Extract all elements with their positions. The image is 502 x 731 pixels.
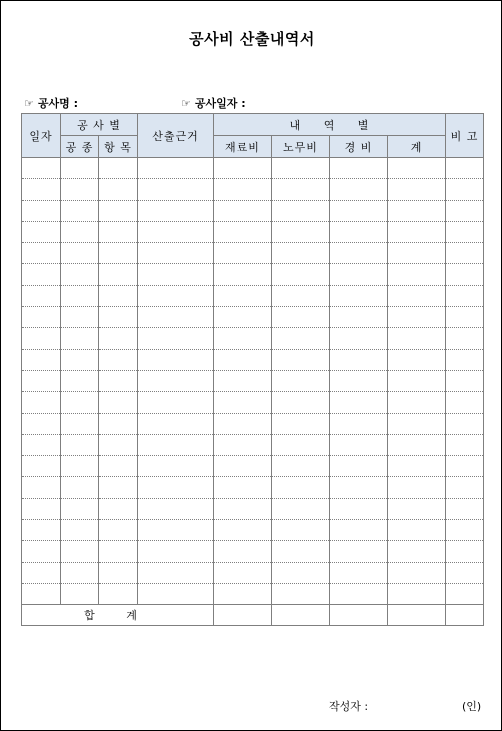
header-labor: 노무비 xyxy=(272,136,330,158)
table-row xyxy=(22,285,484,306)
labor-cell[interactable] xyxy=(272,498,330,519)
item-cell[interactable] xyxy=(99,370,138,391)
table-body xyxy=(22,158,484,605)
expense-cell[interactable] xyxy=(330,158,388,179)
date-cell[interactable] xyxy=(22,370,61,391)
work-type-cell[interactable] xyxy=(61,456,99,477)
labor-cell[interactable] xyxy=(272,413,330,434)
expense-cell[interactable] xyxy=(330,243,388,264)
date-cell[interactable] xyxy=(22,349,61,370)
remarks-cell[interactable] xyxy=(446,477,484,498)
table-row xyxy=(22,200,484,221)
remarks-cell[interactable] xyxy=(446,541,484,562)
project-name-label: 공사명 : xyxy=(37,97,78,110)
total-cell[interactable] xyxy=(388,520,446,541)
date-cell[interactable] xyxy=(22,285,61,306)
remarks-cell[interactable] xyxy=(446,370,484,391)
date-cell[interactable] xyxy=(22,158,61,179)
material-cell[interactable] xyxy=(214,413,272,434)
item-cell[interactable] xyxy=(99,498,138,519)
project-name-field xyxy=(24,95,78,111)
expense-cell[interactable] xyxy=(330,541,388,562)
work-type-cell[interactable] xyxy=(61,179,99,200)
material-cell[interactable] xyxy=(214,370,272,391)
basis-cell[interactable] xyxy=(138,179,214,200)
material-cell[interactable] xyxy=(214,328,272,349)
table-row xyxy=(22,392,484,413)
total-cell[interactable] xyxy=(388,307,446,328)
date-cell[interactable] xyxy=(22,264,61,285)
work-type-cell[interactable] xyxy=(61,498,99,519)
basis-cell[interactable] xyxy=(138,349,214,370)
total-cell[interactable] xyxy=(388,583,446,604)
total-cell[interactable] xyxy=(388,434,446,455)
item-cell[interactable] xyxy=(99,541,138,562)
pointing-hand-icon: ☞ xyxy=(181,96,191,110)
labor-cell[interactable] xyxy=(272,562,330,583)
item-cell[interactable] xyxy=(99,243,138,264)
expense-cell[interactable] xyxy=(330,583,388,604)
item-cell[interactable] xyxy=(99,349,138,370)
basis-cell[interactable] xyxy=(138,477,214,498)
material-cell[interactable] xyxy=(214,221,272,242)
labor-cell[interactable] xyxy=(272,264,330,285)
remarks-cell[interactable] xyxy=(446,285,484,306)
remarks-cell[interactable] xyxy=(446,392,484,413)
item-cell[interactable] xyxy=(99,285,138,306)
basis-cell[interactable] xyxy=(138,221,214,242)
labor-cell[interactable] xyxy=(272,583,330,604)
item-cell[interactable] xyxy=(99,307,138,328)
work-type-cell[interactable] xyxy=(61,349,99,370)
material-cell[interactable] xyxy=(214,392,272,413)
total-labor-cell[interactable] xyxy=(272,605,330,626)
basis-cell[interactable] xyxy=(138,520,214,541)
remarks-cell[interactable] xyxy=(446,200,484,221)
remarks-cell[interactable] xyxy=(446,307,484,328)
total-cell[interactable] xyxy=(388,498,446,519)
basis-cell[interactable] xyxy=(138,583,214,604)
labor-cell[interactable] xyxy=(272,179,330,200)
table-row xyxy=(22,456,484,477)
material-cell[interactable] xyxy=(214,434,272,455)
expense-cell[interactable] xyxy=(330,498,388,519)
work-type-cell[interactable] xyxy=(61,243,99,264)
total-cell[interactable] xyxy=(388,349,446,370)
total-label-cell xyxy=(22,605,214,626)
writer-label: 작성자 : xyxy=(329,700,369,713)
work-type-cell[interactable] xyxy=(61,307,99,328)
header-remarks: 비 고 xyxy=(446,114,484,158)
total-sum-cell[interactable] xyxy=(388,605,446,626)
total-cell[interactable] xyxy=(388,243,446,264)
total-cell[interactable] xyxy=(388,179,446,200)
table-row xyxy=(22,264,484,285)
item-cell[interactable] xyxy=(99,456,138,477)
work-type-cell[interactable] xyxy=(61,328,99,349)
basis-cell[interactable] xyxy=(138,562,214,583)
header-breakdown: 내 역 별 xyxy=(214,114,446,136)
total-remarks-cell[interactable] xyxy=(446,605,484,626)
material-cell[interactable] xyxy=(214,520,272,541)
table-row xyxy=(22,179,484,200)
table-row xyxy=(22,413,484,434)
header-material: 재료비 xyxy=(214,136,272,158)
labor-cell[interactable] xyxy=(272,392,330,413)
expense-cell[interactable] xyxy=(330,392,388,413)
expense-cell[interactable] xyxy=(330,328,388,349)
expense-cell[interactable] xyxy=(330,264,388,285)
date-cell[interactable] xyxy=(22,498,61,519)
remarks-cell[interactable] xyxy=(446,498,484,519)
total-cell[interactable] xyxy=(388,328,446,349)
basis-cell[interactable] xyxy=(138,392,214,413)
labor-cell[interactable] xyxy=(272,434,330,455)
total-cell[interactable] xyxy=(388,200,446,221)
total-cell[interactable] xyxy=(388,413,446,434)
remarks-cell[interactable] xyxy=(446,158,484,179)
expense-cell[interactable] xyxy=(330,179,388,200)
expense-cell[interactable] xyxy=(330,562,388,583)
labor-cell[interactable] xyxy=(272,200,330,221)
material-cell[interactable] xyxy=(214,158,272,179)
expense-cell[interactable] xyxy=(330,349,388,370)
total-cell[interactable] xyxy=(388,392,446,413)
header-basis: 산출근거 xyxy=(138,114,214,158)
project-date-field xyxy=(181,95,246,111)
total-cell[interactable] xyxy=(388,477,446,498)
labor-cell[interactable] xyxy=(272,456,330,477)
work-type-cell[interactable] xyxy=(61,200,99,221)
labor-cell[interactable] xyxy=(272,307,330,328)
table-row xyxy=(22,307,484,328)
basis-cell[interactable] xyxy=(138,456,214,477)
date-cell[interactable] xyxy=(22,243,61,264)
basis-cell[interactable] xyxy=(138,264,214,285)
material-cell[interactable] xyxy=(214,349,272,370)
labor-cell[interactable] xyxy=(272,285,330,306)
table-row xyxy=(22,370,484,391)
material-cell[interactable] xyxy=(214,583,272,604)
expense-cell[interactable] xyxy=(330,307,388,328)
labor-cell[interactable] xyxy=(272,158,330,179)
item-cell[interactable] xyxy=(99,477,138,498)
total-cell[interactable] xyxy=(388,562,446,583)
cost-breakdown-table xyxy=(21,113,484,626)
remarks-cell[interactable] xyxy=(446,264,484,285)
item-cell[interactable] xyxy=(99,520,138,541)
material-cell[interactable] xyxy=(214,307,272,328)
table-row xyxy=(22,583,484,604)
expense-cell[interactable] xyxy=(330,434,388,455)
total-material-cell[interactable] xyxy=(214,605,272,626)
table-row xyxy=(22,328,484,349)
item-cell[interactable] xyxy=(99,392,138,413)
material-cell[interactable] xyxy=(214,264,272,285)
seal-label: (인) xyxy=(462,700,482,713)
expense-cell[interactable] xyxy=(330,477,388,498)
header-work-type: 공 종 xyxy=(61,136,99,158)
expense-cell[interactable] xyxy=(330,520,388,541)
material-cell[interactable] xyxy=(214,477,272,498)
work-type-cell[interactable] xyxy=(61,221,99,242)
table-row xyxy=(22,158,484,179)
table-row xyxy=(22,477,484,498)
work-type-cell[interactable] xyxy=(61,541,99,562)
item-cell[interactable] xyxy=(99,434,138,455)
work-type-cell[interactable] xyxy=(61,392,99,413)
basis-cell[interactable] xyxy=(138,200,214,221)
item-cell[interactable] xyxy=(99,158,138,179)
work-type-cell[interactable] xyxy=(61,583,99,604)
basis-cell[interactable] xyxy=(138,413,214,434)
date-cell[interactable] xyxy=(22,307,61,328)
date-cell[interactable] xyxy=(22,541,61,562)
basis-cell[interactable] xyxy=(138,243,214,264)
header-date: 일자 xyxy=(22,114,61,158)
pointing-hand-icon: ☞ xyxy=(24,96,34,110)
labor-cell[interactable] xyxy=(272,243,330,264)
table-header xyxy=(22,114,484,158)
basis-cell[interactable] xyxy=(138,328,214,349)
basis-cell[interactable] xyxy=(138,498,214,519)
remarks-cell[interactable] xyxy=(446,221,484,242)
remarks-cell[interactable] xyxy=(446,349,484,370)
expense-cell[interactable] xyxy=(330,200,388,221)
date-cell[interactable] xyxy=(22,520,61,541)
total-row xyxy=(22,605,484,626)
remarks-cell[interactable] xyxy=(446,179,484,200)
item-cell[interactable] xyxy=(99,179,138,200)
date-cell[interactable] xyxy=(22,477,61,498)
basis-cell[interactable] xyxy=(138,434,214,455)
labor-cell[interactable] xyxy=(272,370,330,391)
document-title: 공사비 산출내역서 xyxy=(189,30,315,48)
table-footer xyxy=(22,605,484,626)
work-type-cell[interactable] xyxy=(61,285,99,306)
item-cell[interactable] xyxy=(99,221,138,242)
labor-cell[interactable] xyxy=(272,477,330,498)
date-cell[interactable] xyxy=(22,179,61,200)
basis-cell[interactable] xyxy=(138,370,214,391)
total-label: 합 계 xyxy=(84,609,151,623)
table-row xyxy=(22,541,484,562)
table-row xyxy=(22,243,484,264)
labor-cell[interactable] xyxy=(272,349,330,370)
expense-cell[interactable] xyxy=(330,285,388,306)
material-cell[interactable] xyxy=(214,285,272,306)
table-row xyxy=(22,520,484,541)
basis-cell[interactable] xyxy=(138,307,214,328)
header-by-work: 공 사 별 xyxy=(61,114,138,136)
item-cell[interactable] xyxy=(99,328,138,349)
date-cell[interactable] xyxy=(22,562,61,583)
expense-cell[interactable] xyxy=(330,413,388,434)
work-type-cell[interactable] xyxy=(61,158,99,179)
work-type-cell[interactable] xyxy=(61,520,99,541)
work-type-cell[interactable] xyxy=(61,264,99,285)
header-total: 계 xyxy=(388,136,446,158)
work-type-cell[interactable] xyxy=(61,477,99,498)
item-cell[interactable] xyxy=(99,200,138,221)
remarks-cell[interactable] xyxy=(446,328,484,349)
project-date-label: 공사일자 : xyxy=(194,97,246,110)
work-type-cell[interactable] xyxy=(61,413,99,434)
material-cell[interactable] xyxy=(214,200,272,221)
date-cell[interactable] xyxy=(22,392,61,413)
material-cell[interactable] xyxy=(214,243,272,264)
material-cell[interactable] xyxy=(214,179,272,200)
remarks-cell[interactable] xyxy=(446,434,484,455)
labor-cell[interactable] xyxy=(272,541,330,562)
date-cell[interactable] xyxy=(22,221,61,242)
total-cell[interactable] xyxy=(388,285,446,306)
work-type-cell[interactable] xyxy=(61,434,99,455)
remarks-cell[interactable] xyxy=(446,456,484,477)
work-type-cell[interactable] xyxy=(61,370,99,391)
table-row xyxy=(22,221,484,242)
item-cell[interactable] xyxy=(99,413,138,434)
material-cell[interactable] xyxy=(214,562,272,583)
remarks-cell[interactable] xyxy=(446,520,484,541)
total-cell[interactable] xyxy=(388,370,446,391)
remarks-cell[interactable] xyxy=(446,583,484,604)
labor-cell[interactable] xyxy=(272,520,330,541)
labor-cell[interactable] xyxy=(272,221,330,242)
basis-cell[interactable] xyxy=(138,285,214,306)
expense-cell[interactable] xyxy=(330,221,388,242)
basis-cell[interactable] xyxy=(138,541,214,562)
material-cell[interactable] xyxy=(214,456,272,477)
table-row xyxy=(22,562,484,583)
header-item: 항 목 xyxy=(99,136,138,158)
total-cell[interactable] xyxy=(388,221,446,242)
total-expense-cell[interactable] xyxy=(330,605,388,626)
item-cell[interactable] xyxy=(99,264,138,285)
date-cell[interactable] xyxy=(22,328,61,349)
expense-cell[interactable] xyxy=(330,456,388,477)
material-cell[interactable] xyxy=(214,541,272,562)
item-cell[interactable] xyxy=(99,562,138,583)
expense-cell[interactable] xyxy=(330,370,388,391)
date-cell[interactable] xyxy=(22,413,61,434)
labor-cell[interactable] xyxy=(272,328,330,349)
date-cell[interactable] xyxy=(22,434,61,455)
item-cell[interactable] xyxy=(99,583,138,604)
remarks-cell[interactable] xyxy=(446,413,484,434)
total-cell[interactable] xyxy=(388,264,446,285)
remarks-cell[interactable] xyxy=(446,243,484,264)
header-expense: 경 비 xyxy=(330,136,388,158)
table-row xyxy=(22,498,484,519)
table-row xyxy=(22,349,484,370)
total-cell[interactable] xyxy=(388,158,446,179)
total-cell[interactable] xyxy=(388,541,446,562)
remarks-cell[interactable] xyxy=(446,562,484,583)
date-cell[interactable] xyxy=(22,456,61,477)
basis-cell[interactable] xyxy=(138,158,214,179)
table-row xyxy=(22,434,484,455)
total-cell[interactable] xyxy=(388,456,446,477)
date-cell[interactable] xyxy=(22,583,61,604)
work-type-cell[interactable] xyxy=(61,562,99,583)
date-cell[interactable] xyxy=(22,200,61,221)
material-cell[interactable] xyxy=(214,498,272,519)
